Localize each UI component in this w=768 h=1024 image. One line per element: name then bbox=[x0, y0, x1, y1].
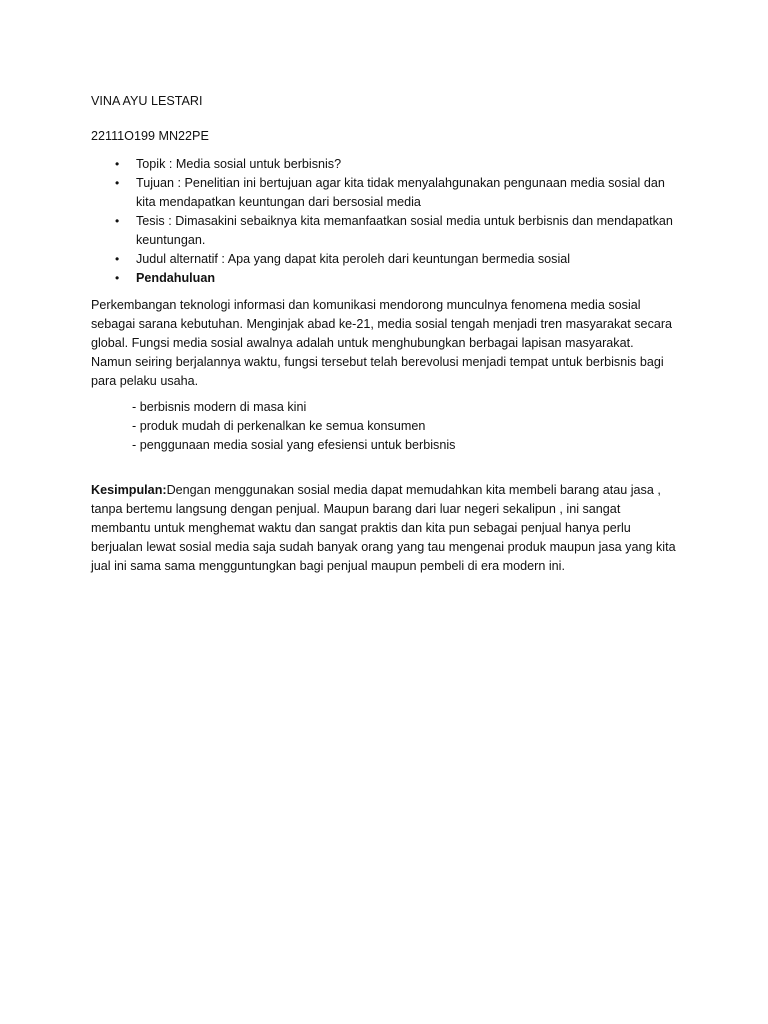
student-id-class: 22111O199 MN22PE bbox=[91, 129, 209, 143]
list-item-text: Pendahuluan bbox=[136, 271, 216, 285]
conclusion-paragraph bbox=[91, 481, 676, 576]
list-item-judul-alternatif bbox=[91, 250, 681, 269]
author-name: VINA AYU LESTARI bbox=[91, 94, 203, 108]
bullet-icon: • bbox=[115, 252, 120, 266]
dash-item: - produk mudah di perkenalkan ke semua konsumen bbox=[132, 419, 426, 433]
list-item-tujuan bbox=[91, 174, 681, 212]
bullet-icon: • bbox=[115, 157, 120, 171]
bullet-icon: • bbox=[115, 214, 120, 228]
list-item-text: Tesis : Dimasakini sebaiknya kita memanfaatkan sosial media untuk berbisnis dan mendapatkan keuntungan. bbox=[136, 214, 673, 247]
topic-list bbox=[91, 155, 681, 288]
list-item-text: Topik : Media sosial untuk berbisnis? bbox=[136, 157, 342, 171]
dash-item: - berbisnis modern di masa kini bbox=[132, 400, 307, 414]
bullet-icon: • bbox=[115, 176, 120, 190]
list-item-pendahuluan bbox=[91, 269, 681, 288]
list-item-text: Judul alternatif : Apa yang dapat kita peroleh dari keuntungan bermedia sosial bbox=[136, 252, 571, 266]
conclusion-text: Dengan menggunakan sosial media dapat memudahkan kita membeli barang atau jasa , tanpa bertemu langsung dengan penjual. Maupun barang dari luar negeri sekalipun , ini sangat membantu untuk menghemat waktu dan sangat praktis dan kita pun sebagai penjual hanya perlu berjualan lewat sosial media saja sudah banyak orang yang tau mengenai produk maupun jasa yang kita jual ini sama sama mengguntungkan bagi penjual maupun pembeli di era modern ini. bbox=[91, 483, 676, 573]
intro-paragraph: Perkembangan teknologi informasi dan komunikasi mendorong munculnya fenomena media sosial sebagai sarana kebutuhan. Menginjak abad ke-21, media sosial tengah menjadi tren masyarakat secara global. Fungsi media sosial awalnya adalah untuk menghubungkan berbagai lapisan masyarakat. Namun seiring berjalannya waktu, fungsi tersebut telah berevolusi menjadi tempat untuk berbisnis bagi para pelaku usaha. bbox=[91, 298, 673, 388]
list-item-text: Tujuan : Penelitian ini bertujuan agar kita tidak menyalahgunakan pengunaan media sosial dan kita mendapatkan keuntungan dari bersosial media bbox=[136, 176, 665, 209]
bullet-icon: • bbox=[115, 271, 120, 285]
dash-item: - penggunaan media sosial yang efesiensi untuk berbisnis bbox=[132, 438, 456, 452]
list-item-topik bbox=[91, 155, 681, 174]
dash-list bbox=[91, 398, 681, 455]
document-page bbox=[91, 92, 681, 576]
list-item-tesis bbox=[91, 212, 681, 250]
conclusion-label: Kesimpulan: bbox=[91, 483, 167, 497]
